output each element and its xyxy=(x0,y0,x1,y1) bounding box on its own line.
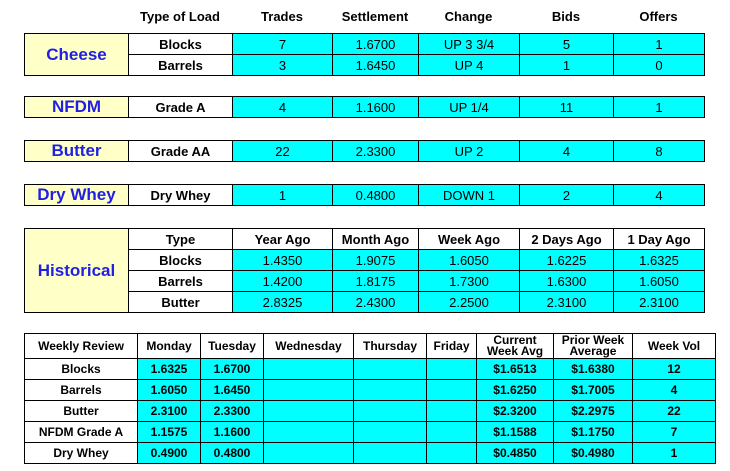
change-cell: DOWN 1 xyxy=(419,185,520,206)
trades-cell: 3 xyxy=(233,55,333,76)
value-cell xyxy=(354,380,427,401)
value-cell xyxy=(427,443,477,464)
row-type: Barrels xyxy=(25,380,138,401)
value-cell xyxy=(427,422,477,443)
table-row xyxy=(25,34,705,55)
value-cell: $1.6380 xyxy=(554,359,633,380)
value-cell: 1.6700 xyxy=(201,359,264,380)
value-cell: 2.3100 xyxy=(520,292,614,313)
row-type: Butter xyxy=(25,401,138,422)
bids-cell: 2 xyxy=(520,185,614,206)
cheese-label: Cheese xyxy=(25,34,129,76)
trades-cell: 4 xyxy=(233,97,333,118)
settlement-cell: 2.3300 xyxy=(333,141,419,162)
value-cell: 1.8175 xyxy=(333,271,419,292)
value-cell: 1.6325 xyxy=(614,250,705,271)
bids-cell: 11 xyxy=(520,97,614,118)
table-row xyxy=(25,229,705,250)
offers-cell: 1 xyxy=(614,97,705,118)
value-cell: $2.3200 xyxy=(477,401,554,422)
value-cell xyxy=(427,380,477,401)
row-type: Dry Whey xyxy=(25,443,138,464)
value-cell: 1.9075 xyxy=(333,250,419,271)
col-header: Type xyxy=(129,229,233,250)
change-cell: UP 2 xyxy=(419,141,520,162)
value-cell: 4 xyxy=(633,380,716,401)
value-cell: 12 xyxy=(633,359,716,380)
value-cell: 1.6050 xyxy=(614,271,705,292)
butter-table xyxy=(24,140,705,162)
offers-cell: 8 xyxy=(614,141,705,162)
col-header: Tuesday xyxy=(201,334,264,359)
row-type: NFDM Grade A xyxy=(25,422,138,443)
value-cell xyxy=(264,359,354,380)
value-cell xyxy=(354,443,427,464)
value-cell xyxy=(427,401,477,422)
settlement-cell: 1.1600 xyxy=(333,97,419,118)
col-header: Friday xyxy=(427,334,477,359)
change-cell: UP 4 xyxy=(419,55,520,76)
value-cell: 0.4800 xyxy=(201,443,264,464)
row-type: Butter xyxy=(129,292,233,313)
historical-label: Historical xyxy=(25,229,129,313)
row-type: Blocks xyxy=(25,359,138,380)
row-type: Barrels xyxy=(129,271,233,292)
table-row xyxy=(25,401,716,422)
value-cell: 1.6325 xyxy=(138,359,201,380)
table-row xyxy=(25,359,716,380)
nfdm-table xyxy=(24,96,705,118)
col-header: Prior Week Average xyxy=(554,334,633,359)
table-row xyxy=(25,334,716,359)
value-cell: $0.4980 xyxy=(554,443,633,464)
value-cell: 2.3100 xyxy=(614,292,705,313)
header-trades: Trades xyxy=(261,9,303,24)
header-type-of-load: Type of Load xyxy=(140,9,220,24)
trades-cell: 22 xyxy=(233,141,333,162)
header-bids: Bids xyxy=(551,9,581,24)
value-cell: $1.1750 xyxy=(554,422,633,443)
trades-cell: 1 xyxy=(233,185,333,206)
offers-cell: 1 xyxy=(614,34,705,55)
settlement-cell: 0.4800 xyxy=(333,185,419,206)
value-cell xyxy=(354,401,427,422)
col-header: Week Vol xyxy=(633,334,716,359)
row-type: Grade AA xyxy=(129,141,233,162)
col-header: Weekly Review xyxy=(25,334,138,359)
table-row xyxy=(25,185,705,206)
value-cell: 1.4200 xyxy=(233,271,333,292)
col-header: Monday xyxy=(138,334,201,359)
col-header: 2 Days Ago xyxy=(520,229,614,250)
value-cell xyxy=(264,422,354,443)
value-cell: 2.2500 xyxy=(419,292,520,313)
whey-table xyxy=(24,184,705,206)
value-cell: $1.7005 xyxy=(554,380,633,401)
value-cell: 1.6450 xyxy=(201,380,264,401)
value-cell: 2.3300 xyxy=(201,401,264,422)
row-type: Grade A xyxy=(129,97,233,118)
cheese-table xyxy=(24,33,705,76)
value-cell: 22 xyxy=(633,401,716,422)
historical-table xyxy=(24,228,705,313)
value-cell xyxy=(264,443,354,464)
value-cell: $1.6250 xyxy=(477,380,554,401)
table-row xyxy=(25,443,716,464)
value-cell: 2.3100 xyxy=(138,401,201,422)
value-cell xyxy=(354,422,427,443)
value-cell: 1.4350 xyxy=(233,250,333,271)
offers-cell: 4 xyxy=(614,185,705,206)
table-row xyxy=(25,141,705,162)
bids-cell: 4 xyxy=(520,141,614,162)
col-header: 1 Day Ago xyxy=(614,229,705,250)
butter-label: Butter xyxy=(25,141,129,162)
col-header: Year Ago xyxy=(233,229,333,250)
value-cell: 1.1600 xyxy=(201,422,264,443)
trades-cell: 7 xyxy=(233,34,333,55)
row-type: Dry Whey xyxy=(129,185,233,206)
change-cell: UP 3 3/4 xyxy=(419,34,520,55)
value-cell xyxy=(264,380,354,401)
header-settlement: Settlement xyxy=(341,9,409,24)
bids-cell: 5 xyxy=(520,34,614,55)
value-cell: 1.6050 xyxy=(419,250,520,271)
bids-cell: 1 xyxy=(520,55,614,76)
value-cell: $1.1588 xyxy=(477,422,554,443)
value-cell: $0.4850 xyxy=(477,443,554,464)
value-cell: 1.7300 xyxy=(419,271,520,292)
whey-label: Dry Whey xyxy=(25,185,129,206)
value-cell: 0.4900 xyxy=(138,443,201,464)
header-change: Change xyxy=(444,9,493,24)
value-cell: 1.6050 xyxy=(138,380,201,401)
value-cell: 2.8325 xyxy=(233,292,333,313)
change-cell: UP 1/4 xyxy=(419,97,520,118)
col-header: Thursday xyxy=(354,334,427,359)
col-header: Wednesday xyxy=(264,334,354,359)
col-header: Week Ago xyxy=(419,229,520,250)
weekly-review-table xyxy=(24,333,716,464)
value-cell: 2.4300 xyxy=(333,292,419,313)
value-cell: 1.6225 xyxy=(520,250,614,271)
value-cell: 7 xyxy=(633,422,716,443)
value-cell: $2.2975 xyxy=(554,401,633,422)
col-header: Month Ago xyxy=(333,229,419,250)
table-row xyxy=(25,380,716,401)
settlement-cell: 1.6450 xyxy=(333,55,419,76)
table-row xyxy=(25,422,716,443)
row-type: Blocks xyxy=(129,250,233,271)
table-row xyxy=(25,97,705,118)
value-cell: 1 xyxy=(633,443,716,464)
row-type: Barrels xyxy=(129,55,233,76)
value-cell: 1.1575 xyxy=(138,422,201,443)
settlement-cell: 1.6700 xyxy=(333,34,419,55)
header-offers: Offers xyxy=(639,9,678,24)
nfdm-label: NFDM xyxy=(25,97,129,118)
value-cell xyxy=(354,359,427,380)
row-type: Blocks xyxy=(129,34,233,55)
value-cell xyxy=(264,401,354,422)
value-cell: $1.6513 xyxy=(477,359,554,380)
value-cell xyxy=(427,359,477,380)
value-cell: 1.6300 xyxy=(520,271,614,292)
offers-cell: 0 xyxy=(614,55,705,76)
col-header: Current Week Avg xyxy=(477,334,554,359)
